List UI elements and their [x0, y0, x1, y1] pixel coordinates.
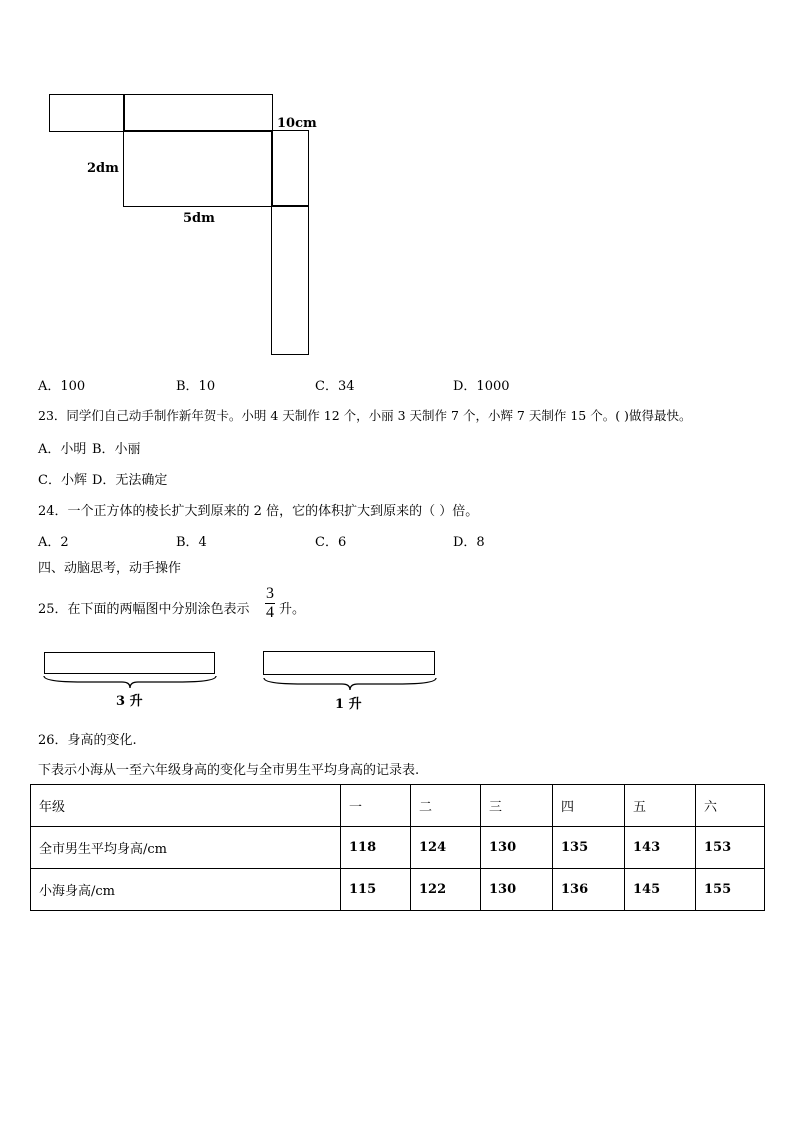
net-face-left — [49, 94, 125, 132]
cell: 155 — [696, 869, 765, 911]
brace-icon — [262, 676, 438, 692]
bar-3-liters-label: 3 升 — [116, 694, 143, 709]
q24-option-a[interactable]: A．2 — [38, 535, 69, 550]
net-face-top — [123, 94, 273, 132]
q24-option-b[interactable]: B．4 — [176, 535, 207, 550]
header-cell: 四 — [553, 785, 625, 827]
q24-option-d[interactable]: D．8 — [453, 535, 485, 550]
cell: 135 — [553, 827, 625, 869]
header-cell: 年级 — [31, 785, 341, 827]
q26-title: 26．身高的变化. — [38, 733, 137, 748]
q23-option-a[interactable]: A．小明 — [38, 442, 87, 457]
q22-option-b[interactable]: B．10 — [176, 379, 216, 394]
cell: 153 — [696, 827, 765, 869]
header-cell: 三 — [481, 785, 553, 827]
bar-1-liter[interactable] — [263, 651, 435, 675]
q22-option-c[interactable]: C．34 — [315, 379, 355, 394]
q23-text: 23．同学们自己动手制作新年贺卡。小明 4 天制作 12 个，小丽 3 天制作 7 个，小辉 7 天制作 15 个。( )做得最快。 — [38, 408, 692, 423]
table-row — [31, 869, 765, 911]
fraction-three-quarters — [265, 586, 275, 621]
row-label: 小海身高/cm — [31, 869, 341, 911]
section-heading: 四、动脑思考，动手操作 — [38, 561, 182, 576]
header-cell: 五 — [625, 785, 696, 827]
label-5dm: 5dm — [183, 211, 215, 226]
q25-prefix: 25．在下面的两幅图中分别涂色表示 — [38, 602, 250, 617]
cell: 136 — [553, 869, 625, 911]
q26-intro: 下表示小海从一至六年级身高的变化与全市男生平均身高的记录表. — [38, 763, 420, 778]
label-2dm: 2dm — [87, 161, 119, 176]
cell: 143 — [625, 827, 696, 869]
q23-option-b[interactable]: B．小丽 — [92, 442, 141, 457]
row-label: 全市男生平均身高/cm — [31, 827, 341, 869]
bar-3-liters[interactable] — [44, 652, 215, 674]
net-face-front — [123, 130, 273, 207]
cell: 130 — [481, 869, 553, 911]
cell: 122 — [411, 869, 481, 911]
net-face-bottom — [271, 205, 309, 355]
table-row — [31, 827, 765, 869]
q24-text: 24．一个正方体的棱长扩大到原来的 2 倍，它的体积扩大到原来的（ ）倍。 — [38, 504, 479, 519]
brace-icon — [42, 674, 218, 690]
q24-option-c[interactable]: C．6 — [315, 535, 347, 550]
fraction-numerator: 3 — [266, 585, 274, 602]
height-table — [30, 784, 765, 911]
q22-option-a[interactable]: A．100 — [38, 379, 86, 394]
cell: 130 — [481, 827, 553, 869]
header-cell: 二 — [411, 785, 481, 827]
net-face-right — [271, 130, 309, 207]
q22-option-d[interactable]: D．1000 — [453, 379, 510, 394]
cell: 124 — [411, 827, 481, 869]
q23-option-c[interactable]: C．小辉 — [38, 473, 87, 488]
cell: 118 — [341, 827, 411, 869]
bar-1-liter-label: 1 升 — [335, 697, 362, 712]
header-cell: 六 — [696, 785, 765, 827]
cell: 145 — [625, 869, 696, 911]
cell: 115 — [341, 869, 411, 911]
q23-option-d[interactable]: D．无法确定 — [92, 473, 168, 488]
table-header-row — [31, 785, 765, 827]
q25-suffix: 升。 — [279, 602, 306, 617]
label-10cm: 10cm — [277, 116, 317, 131]
header-cell: 一 — [341, 785, 411, 827]
fraction-denominator: 4 — [266, 604, 274, 621]
